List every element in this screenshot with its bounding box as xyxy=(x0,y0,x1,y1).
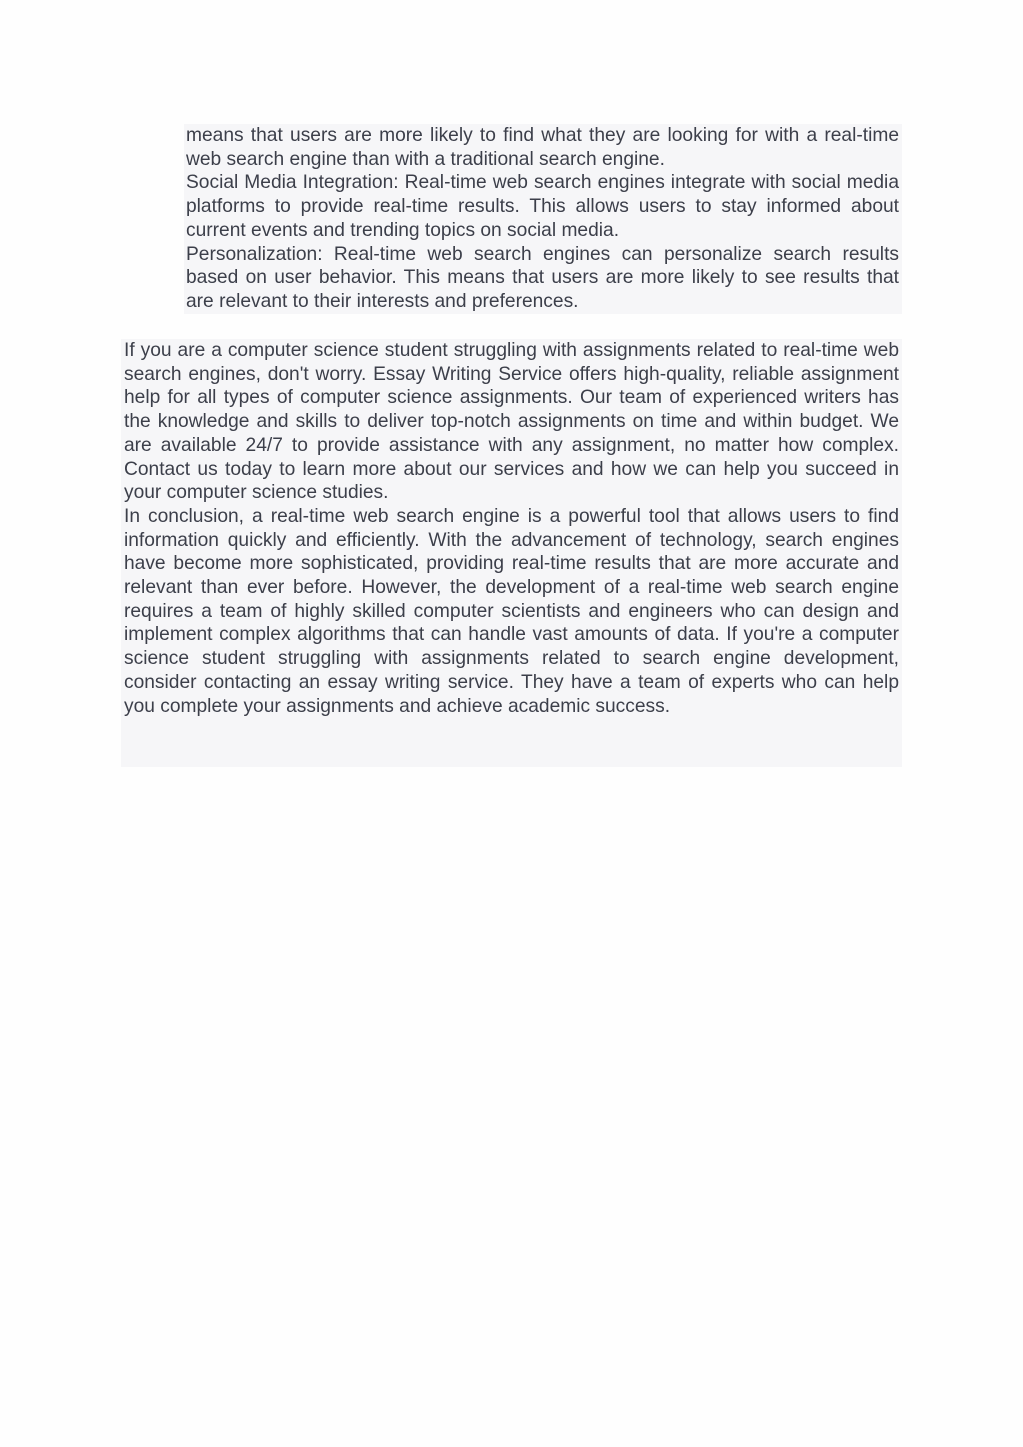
main-text-block xyxy=(121,339,902,767)
personalization-item: Personalization: Real-time web search engines can personalize search results based on user behavior. This means that users are more likely to see results that are relevant to their interests and preferences. xyxy=(186,243,899,312)
service-paragraph: If you are a computer science student struggling with assignments related to real-time web search engines, don't worry. Essay Writing Service offers high-quality, reliable assignment help for all types of computer science assignments. Our team of experienced writers has the knowledge and skills to deliver top-notch assignments on time and within budget. We are available 24/7 to provide assistance with any assignment, no matter how complex. Contact us today to learn more about our services and how we can help you succeed in your computer science studies. xyxy=(124,340,899,504)
list-continuation-text: means that users are more likely to find what they are looking for with a real-time web search engine than with a traditional search engine. xyxy=(186,125,899,170)
feature-list-block xyxy=(184,124,902,314)
conclusion-paragraph: In conclusion, a real-time web search engine is a powerful tool that allows users to find information quickly and efficiently. With the advancement of technology, search engines have become more sophisticated, providing real-time results that are more accurate and relevant than ever before. However, the development of a real-time web search engine requires a team of highly skilled computer scientists and engineers who can design and implement complex algorithms that can handle vast amounts of data. If you're a computer science student struggling with assignments related to search engine development, consider contacting an essay writing service. They have a team of experts who can help you complete your assignments and achieve academic success. xyxy=(124,505,899,717)
social-media-integration-item: Social Media Integration: Real-time web search engines integrate with social media platforms to provide real-time results. This allows users to stay informed about current events and trending topics on social media. xyxy=(186,172,899,241)
